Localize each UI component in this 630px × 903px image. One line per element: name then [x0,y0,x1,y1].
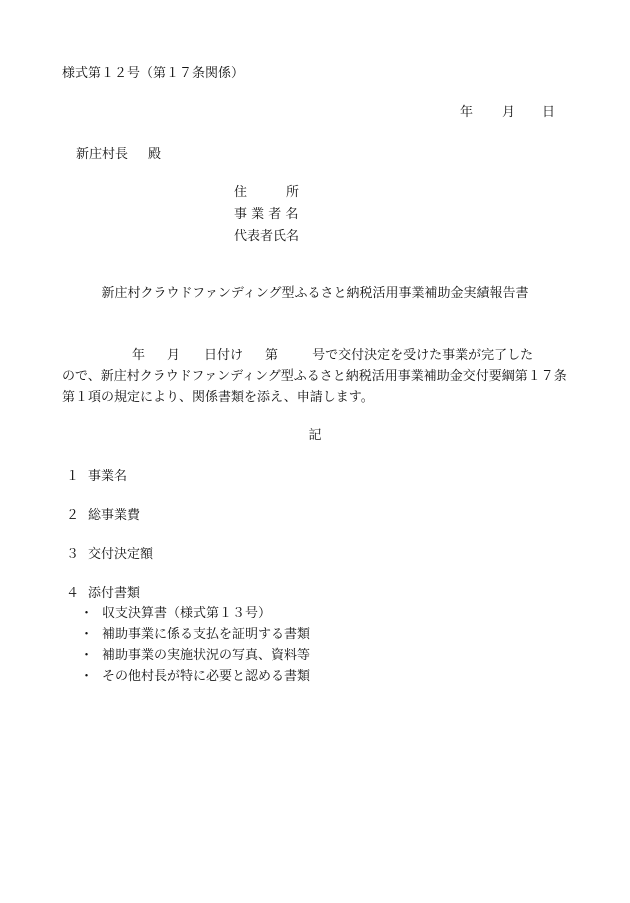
addressee-title: 殿 [148,147,162,162]
bullet-icon: ・ [80,669,94,684]
body-day: 日付け [204,348,244,363]
bullet-icon: ・ [80,606,94,621]
applicant-representative-label: 代表者氏名 [234,229,300,244]
item-attachments: ４ 添付書類 [66,586,141,601]
body-dai: 第 [265,348,279,363]
bullet-icon: ・ [80,648,94,663]
body-paragraph [62,345,572,408]
attachment-item: ・ 収支決算書（様式第１３号） [80,606,272,621]
bullet-icon: ・ [80,627,94,642]
body-line-2: ので、新庄村クラウドファンディング型ふるさと納税活用事業補助金交付要綱第１７条第１項の規定により、関係書類を添え、申請します。 [62,369,567,405]
document-title: 新庄村クラウドファンディング型ふるさと納税活用事業補助金実績報告書 [101,286,529,301]
addressee-name: 新庄村長 [76,147,129,162]
attachment-item: ・ 補助事業に係る支払を証明する書類 [80,627,311,642]
ki-heading: 記 [308,428,322,443]
item-business-name: １ 事業名 [66,469,128,484]
applicant-business-name-label: 事 業 者 名 [234,207,299,222]
addressee [76,146,161,164]
attachment-item: ・ 補助事業の実施状況の写真、資料等 [80,648,311,663]
body-line1-tail: 号で交付決定を受けた事業が完了した [312,348,534,363]
form-number: 様式第１２号（第１７条関係） [62,66,245,81]
attachment-item: ・ その他村長が特に必要と認める書類 [80,669,311,684]
body-year: 年 [132,348,146,363]
applicant-block [234,184,299,250]
date-year: 年 [460,105,474,120]
item-total-cost: ２ 総事業費 [66,508,141,523]
body-line-1 [62,345,572,366]
applicant-address-label: 住 所 [234,185,300,200]
body-month: 月 [167,348,181,363]
date-day: 日 [542,105,556,120]
item-grant-amount: ３ 交付決定額 [66,547,154,562]
date-month: 月 [502,105,516,120]
